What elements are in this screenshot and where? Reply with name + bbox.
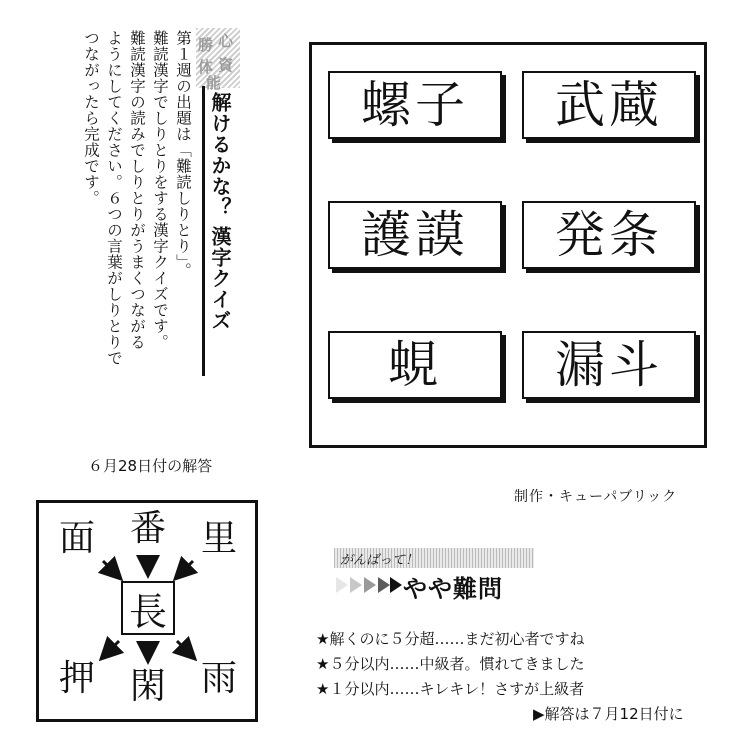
answer-char-bottom: 閑 [130,666,167,707]
score-line: ★解くのに５分超……まだ初心者ですね [316,630,585,648]
decoration-char: 体 [198,58,214,76]
arrow-in-top-left [103,561,119,577]
intro-line: つながったら完成です。 [82,30,100,206]
puzzle-word-card: 護謨 [328,201,502,269]
next-answer-note: ▶解答は７月12日付に [533,705,684,723]
answer-char-top-left: 面 [59,518,96,559]
arrow-in-top-right [177,561,193,577]
page-title: 解けるかな？ 漢字クイズ [208,92,232,331]
decoration-char: 心 [218,32,234,50]
difficulty-tagline: がんばって！ [340,553,419,568]
decoration-char: 能 [206,74,222,92]
previous-answer-label: ６月28日付の解答 [88,457,213,475]
puzzle-word-card: 武蔵 [522,71,696,139]
difficulty-tagline-band [334,548,534,568]
difficulty-level: やや難問 [403,575,503,603]
puzzle-word-card: 螺子 [328,71,502,139]
puzzle-word-card: 漏斗 [522,331,696,399]
arrow-out-bottom-right [177,641,193,657]
intro-line: 難読漢字の読みでしりとりがうまくつながる [128,30,146,350]
decoration-char: 勝 [198,36,214,54]
difficulty-arrows-icon [336,575,402,595]
answer-char-top-right: 里 [201,518,238,559]
intro-line: ようにしてください。６つの言葉がしりとりで [105,30,123,366]
puzzle-word-card: 蜆 [328,331,502,399]
puzzle-word-card: 発条 [522,201,696,269]
title-rule [202,86,205,376]
answer-char-bottom-left: 押 [59,658,96,699]
title-decoration [196,28,240,92]
intro-line: 第１週の出題は「難読しりとり」。 [174,30,192,279]
answer-char-top: 番 [130,508,167,549]
score-line: ★１分以内……キレキレ！さすが上級者 [316,680,585,698]
intro-text [79,30,194,390]
puzzle-frame [309,42,707,448]
credit: 制作・キューパブリック [514,489,678,505]
score-line: ★５分以内……中級者。慣れてきました [316,655,585,673]
previous-answer-box [36,500,258,722]
intro-line: 難読漢字でしりとりをする漢字クイズです。 [151,30,169,350]
arrow-out-bottom-left [103,641,119,657]
decoration-char: 資 [218,56,234,74]
answer-center-char: 長 [121,581,175,635]
answer-char-bottom-right: 雨 [201,658,238,699]
